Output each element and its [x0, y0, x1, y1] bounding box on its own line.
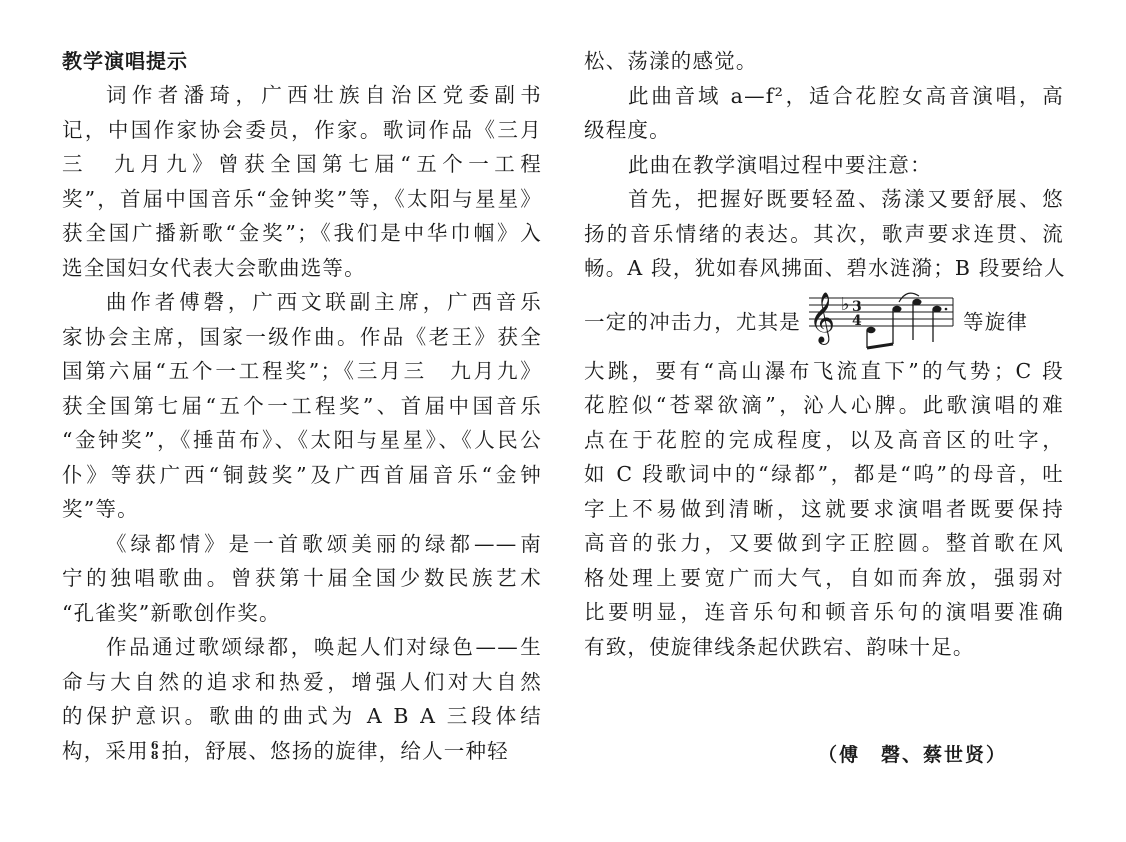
author-signature: （傅 磬、蔡世贤） — [818, 744, 1008, 766]
text-line: “孔雀奖”新歌创作奖。 — [62, 600, 281, 625]
left-column — [62, 44, 542, 768]
svg-text:4: 4 — [852, 313, 863, 329]
text-line: 获全国第七届“五个一工程奖”、首届中国音乐 — [62, 393, 542, 418]
text-line: 花腔似“苍翠欲滴”，沁人心脾。此歌演唱的难 — [584, 393, 1064, 417]
text-line: 扬的音乐情绪的表达。其次，歌声要求连贯、流 — [584, 221, 1064, 246]
text-line: 级程度。 — [584, 118, 671, 142]
text-fragment: 构，采用 — [62, 738, 149, 763]
text-line: 首先，把握好既要轻盈、荡漾又要舒展、悠 — [628, 187, 1064, 211]
text-fragment: 等旋律 — [963, 309, 1029, 334]
text-line: 松、荡漾的感觉。 — [584, 49, 758, 73]
svg-text:𝄞: 𝄞 — [809, 292, 837, 343]
music-notation-snippet — [807, 284, 957, 355]
text-line: 此曲音域 a—f²，适合花腔女高音演唱，高 — [628, 83, 1064, 108]
text-line: 点在于花腔的完成程度，以及高音区的吐字， — [584, 427, 1064, 452]
text-fragment: 一定的冲击力，尤其是 — [584, 309, 801, 334]
text-line: 此曲在教学演唱过程中要注意： — [628, 152, 932, 177]
text-line: 奖”，首届中国音乐“金钟奖”等，《太阳与星星》 — [62, 186, 542, 211]
text-line: 宁的独唱歌曲。曾获第十届全国少数民族艺术 — [62, 566, 542, 590]
text-line: 命与大自然的追求和热爱，增强人们对大自然 — [62, 669, 542, 694]
text-fragment: 拍，舒展、悠扬的旋律，给人一种轻 — [161, 738, 509, 763]
text-line: 奖”等。 — [62, 497, 139, 521]
text-line: 《绿都情》是一首歌颂美丽的绿都——南 — [106, 531, 542, 556]
time-signature-top: 6 — [150, 738, 160, 752]
svg-text:3: 3 — [852, 299, 863, 315]
text-line: 高音的张力，又要做到字正腔圆。整首歌在风 — [584, 531, 1064, 555]
text-line: 如 C 段歌词中的“绿都”，都是“呜”的母音，吐 — [584, 462, 1064, 486]
text-line: 家协会主席，国家一级作曲。作品《老王》获全 — [62, 324, 542, 349]
text-line: 三 九月九》曾获全国第七届“五个一工程 — [62, 152, 542, 176]
text-line: 选全国妇女代表大会歌曲选等。 — [62, 255, 366, 280]
music-line — [584, 286, 1064, 354]
text-line: 大跳，要有“高山瀑布飞流直下”的气势；C 段 — [584, 358, 1064, 383]
text-line: 有致，使旋律线条起伏跌宕、韵味十足。 — [584, 634, 975, 659]
text-line — [62, 734, 542, 769]
text-line: 记，中国作家协会委员，作家。歌词作品《三月 — [62, 117, 542, 142]
text-line: 国第六届“五个一工程奖”；《三月三 九月九》 — [62, 359, 542, 383]
text-line: 字上不易做到清晰，这就要求演唱者既要保持 — [584, 496, 1064, 521]
treble-staff-icon — [807, 284, 957, 350]
text-line: 的保护意识。歌曲的曲式为 A B A 三段体结 — [62, 704, 542, 728]
text-line: 比要明显，连音乐句和顿音乐句的演唱要准确 — [584, 600, 1064, 624]
text-line: 格处理上要宽广而大气，自如而奔放，强弱对 — [584, 565, 1064, 590]
text-line: 曲作者傅磬，广西文联副主席，广西音乐 — [106, 290, 542, 314]
text-line: 获全国广播新歌“金奖”；《我们是中华巾帼》入 — [62, 221, 542, 245]
text-line: 畅。A 段，犹如春风拂面、碧水涟漪；B 段要给人 — [584, 256, 1066, 280]
text-line: 词作者潘琦，广西壮族自治区党委副书 — [106, 83, 542, 107]
text-line: 仆》等获广西“铜鼓奖”及广西首届音乐“金钟 — [62, 462, 542, 487]
section-heading: 教学演唱提示 — [62, 49, 188, 73]
text-line: 作品通过歌颂绿都，唤起人们对绿色——生 — [106, 635, 542, 659]
time-signature — [150, 738, 160, 762]
time-signature-bottom: 8 — [150, 748, 160, 762]
svg-text:♭: ♭ — [841, 294, 851, 315]
right-column — [584, 44, 1064, 664]
text-line: “金钟奖”，《捶苗布》、《太阳与星星》、《人民公 — [62, 428, 542, 452]
